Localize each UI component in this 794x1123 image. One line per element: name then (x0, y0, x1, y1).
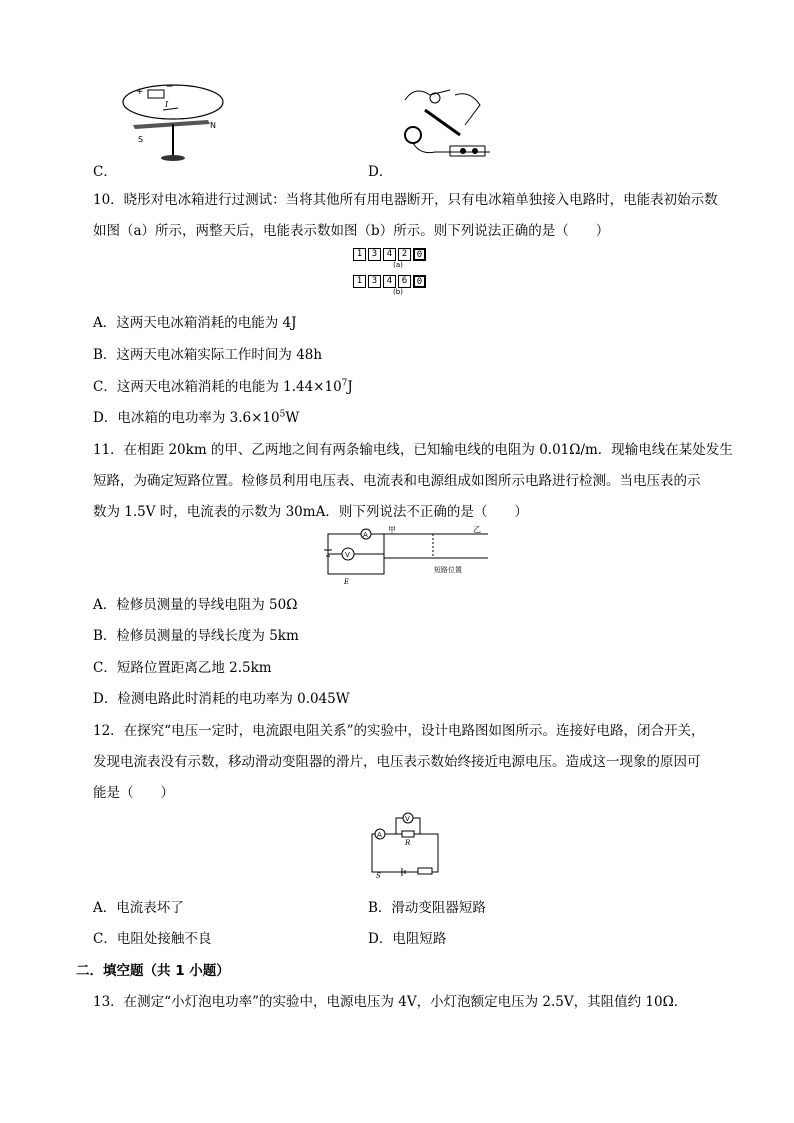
meter-a-digits (353, 248, 453, 261)
q12-line-2: 发现电流表没有示数，移动滑动变阻器的滑片，电压表示数始终接近电源电压。造成这一现象的原因可 (93, 754, 701, 770)
q11-line-2: 短路，为确定短路位置。检修员利用电压表、电流表和电源组成如图所示电路进行检测。当电压表的示 (93, 473, 701, 489)
q11-option-d: D．检测电路此时消耗的电功率为 0.045W (93, 691, 350, 707)
q10-option-a: A．这两天电冰箱消耗的电能为 4J (93, 315, 297, 331)
q12-switch-label: S (376, 872, 381, 880)
q10-option-c-unit: J (347, 379, 353, 395)
q11-source-label: E (344, 578, 350, 586)
q10-line-2: 如图（a）所示，两整天后，电能表示数如图（b）所示。则下列说法正确的是（ ） (93, 223, 610, 239)
meter-a-digit: 1 (353, 248, 366, 261)
meter-b-digit: 6 (398, 275, 411, 288)
q12-option-c: C．电阻处接触不良 (93, 931, 212, 947)
meter-a (353, 248, 453, 269)
option-d-label: D． (368, 164, 393, 180)
meter-b-caption: (b) (393, 288, 403, 296)
svg-text:+: + (136, 87, 144, 97)
meter-b-digit: 0 (413, 275, 426, 288)
q12-circuit-diagram (366, 810, 446, 880)
q11-line-3: 数为 1.5V 时，电流表的示数为 30mA．则下列说法不正确的是（ ） (93, 504, 528, 520)
q11-circuit-diagram (318, 526, 498, 586)
q10-option-d-text: D．电冰箱的电功率为 3.6×10 (93, 410, 280, 426)
svg-text:N: N (210, 121, 216, 130)
q10-option-d (93, 406, 299, 426)
q10-option-c-text: C．这两天电冰箱消耗的电能为 1.44×10 (93, 379, 342, 395)
q12-option-b: B．滑动变阻器短路 (368, 900, 486, 916)
q10-line-1: 10．晓彤对电冰箱进行过测试：当将其他所有用电器断开，只有电冰箱单独接入电路时，电能表初始示数 (93, 192, 718, 208)
option-c-figure (118, 80, 228, 170)
q12-line-1: 12．在探究“电压一定时，电流跟电阻关系”的实验中，设计电路图如图所示。连接好电路，闭合开关， (93, 723, 705, 739)
q12-resistor-label: R (405, 839, 411, 847)
meter-b (353, 275, 453, 296)
meter-b-digit: 3 (368, 275, 381, 288)
q11-voltmeter-label: V (345, 551, 350, 559)
q11-ammeter-label: A (363, 531, 368, 539)
meter-a-digit: 0 (413, 248, 426, 261)
meter-a-caption: (a) (393, 261, 403, 269)
option-d-figure (395, 80, 495, 170)
meter-a-digit: 3 (368, 248, 381, 261)
q10-option-b: B．这两天电冰箱实际工作时间为 48h (93, 347, 323, 363)
meter-a-digit: 2 (398, 248, 411, 261)
svg-text:−: − (166, 82, 174, 92)
section-heading-fill-in: 二．填空题（共 1 小题） (76, 963, 230, 979)
q12-voltmeter-label: V (405, 815, 410, 823)
meter-b-digit: 1 (353, 275, 366, 288)
svg-text:S: S (138, 135, 144, 144)
q10-option-c-exponent: 7 (341, 378, 348, 389)
meter-b-digits (353, 275, 453, 288)
q11-yi-label: 乙 (473, 526, 481, 534)
meter-a-digit: 4 (383, 248, 396, 261)
q10-option-d-exponent: 5 (279, 409, 286, 420)
q11-short-label: 短路位置 (434, 566, 462, 574)
q12-line-3: 能是（ ） (93, 785, 174, 801)
option-c-label: C． (93, 164, 117, 180)
q11-option-b: B．检修员测量的导线长度为 5km (93, 628, 299, 644)
svg-text:I: I (165, 100, 169, 109)
q11-jia-label: 甲 (388, 526, 396, 534)
q11-option-a: A．检修员测量的导线电阻为 50Ω (93, 597, 298, 613)
q11-line-1: 11．在相距 20km 的甲、乙两地之间有两条输电线，已知输电线的电阻为 0.01Ω/m．现输电线在某处发生 (93, 442, 733, 458)
q12-ammeter-label: A (377, 831, 382, 839)
q11-option-c: C．短路位置距离乙地 2.5km (93, 660, 272, 676)
q10-option-d-unit: W (285, 410, 300, 426)
q12-option-d: D．电阻短路 (368, 931, 447, 947)
q12-option-a: A．电流表坏了 (93, 900, 184, 916)
meter-b-digit: 4 (383, 275, 396, 288)
q10-option-c (93, 375, 353, 395)
q13-line-1: 13．在测定“小灯泡电功率”的实验中，电源电压为 4V，小灯泡额定电压为 2.5V，其阻值约 10Ω． (93, 994, 688, 1010)
